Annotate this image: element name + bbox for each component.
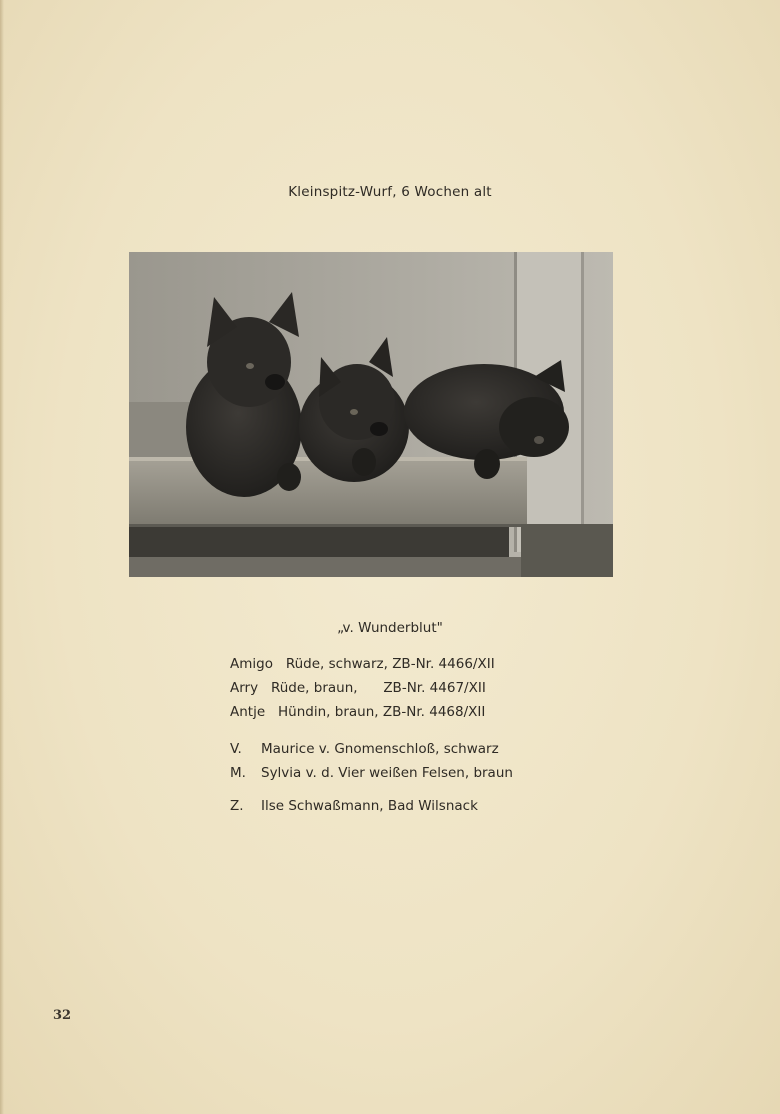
parents-list [230, 737, 513, 785]
sire-value: Maurice v. Gnomenschloß, schwarz [261, 741, 499, 757]
litter-row [230, 700, 495, 724]
sire-key: V. [230, 741, 242, 757]
puppy-photo-image [129, 252, 613, 577]
sire-row [230, 737, 513, 761]
dam-row [230, 761, 513, 785]
page-number: 32 [53, 1008, 72, 1023]
photo-caption: Kleinspitz-Wurf, 6 Wochen alt [288, 184, 492, 200]
dam-key: M. [230, 765, 246, 781]
page-edge [0, 0, 4, 1114]
breeder-value: Ilse Schwaßmann, Bad Wilsnack [261, 798, 478, 814]
litter-row [230, 676, 495, 700]
litter-list [230, 652, 495, 724]
puppy-zb-number: ZB-Nr. 4467/XII [383, 680, 486, 696]
puppy-name: Arry [230, 680, 259, 696]
puppy-sex-color: Rüde, schwarz, [285, 656, 388, 672]
dam-value: Sylvia v. d. Vier weißen Felsen, braun [261, 765, 513, 781]
puppy-zb-number: ZB-Nr. 4468/XII [382, 704, 486, 720]
puppy-zb-number: ZB-Nr. 4466/XII [392, 656, 495, 672]
puppy-name: Amigo [230, 656, 273, 672]
puppy-sex-color: Rüde, braun, [270, 680, 358, 696]
litter-row [230, 652, 495, 676]
breeder [230, 798, 478, 814]
puppy-photo [129, 252, 613, 577]
kennel-name: „v. Wunderblut" [337, 620, 443, 636]
breeder-key: Z. [230, 798, 244, 814]
puppy-sex-color: Hündin, braun, [278, 704, 379, 720]
breeder-row [230, 798, 478, 814]
puppy-name: Antje [230, 704, 266, 720]
